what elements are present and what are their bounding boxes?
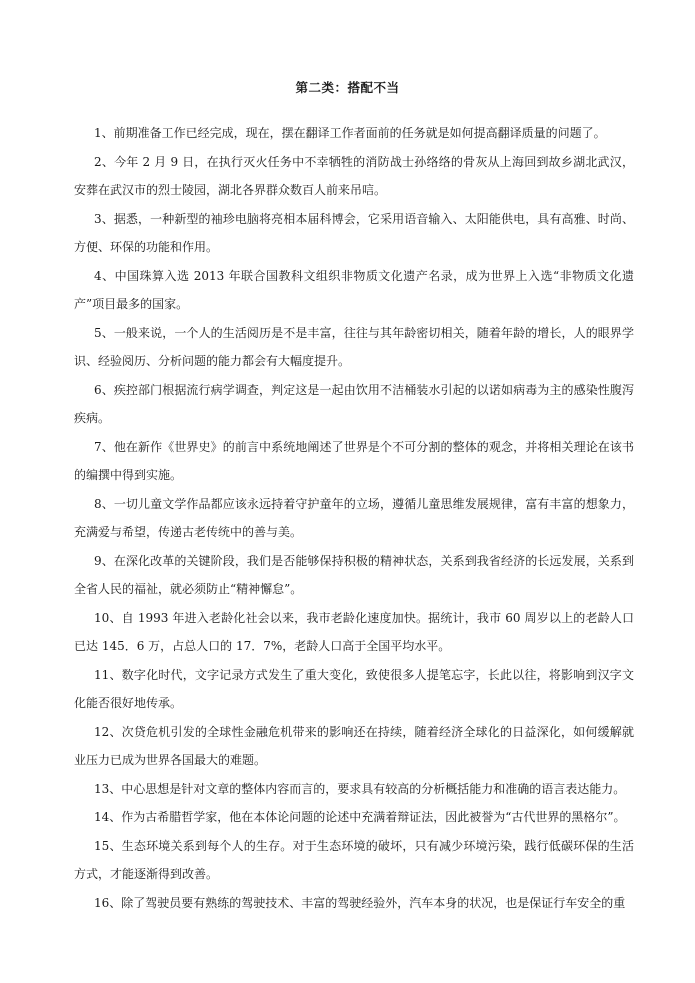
- question-item: 5、一般来说，一个人的生活阅历是不是丰富，往往与其年龄密切相关，随着年龄的增长，人的眼界学识、经验阅历、分析问题的能力都会有大幅度提升。: [74, 325, 634, 368]
- question-item: 4、中国珠算入选 2013 年联合国教科文组织非物质文化遗产名录，成为世界上入选“非物质文化遗产”项目最多的国家。: [74, 268, 634, 311]
- question-item: 2、今年 2 月 9 日，在执行灭火任务中不幸牺牲的消防战士孙络络的骨灰从上海回到故乡湖北武汉，安葬在武汉市的烈士陵园，湖北各界群众数百人前来吊唁。: [74, 154, 634, 197]
- question-item: 8、一切儿童文学作品都应该永远持着守护童年的立场，遵循儿童思维发展规律，富有丰富的想象力，充满爱与希望，传递古老传统中的善与美。: [74, 496, 634, 539]
- question-item: 15、生态环境关系到每个人的生存。对于生态环境的破坏，只有减少环境污染，践行低碳环保的生活方式，才能逐渐得到改善。: [74, 838, 634, 881]
- question-list: [74, 119, 634, 917]
- question-item: 14、作为古希腊哲学家，他在本体论问题的论述中充满着辩证法，因此被誉为“古代世界的黑格尔”。: [94, 810, 626, 824]
- question-item: 11、数字化时代，文字记录方式发生了重大变化，致使很多人提笔忘字，长此以往，将影响到汉字文化能否很好地传承。: [74, 667, 634, 710]
- question-item: 1、前期准备工作已经完成，现在，摆在翻译工作者面前的任务就是如何提高翻译质量的问题了。: [94, 126, 606, 140]
- question-item: 13、中心思想是针对文章的整体内容而言的，要求具有较高的分析概括能力和准确的语言表达能力。: [94, 781, 626, 796]
- question-item: 12、次贷危机引发的全球性金融危机带来的影响还在持续，随着经济全球化的日益深化，如何缓解就业压力已成为世界各国最大的难题。: [74, 724, 634, 767]
- question-item: 6、疾控部门根据流行病学调查，判定这是一起由饮用不洁桶装水引起的以诺如病毒为主的感染性腹泻疾病。: [74, 382, 634, 425]
- question-item: 9、在深化改革的关键阶段，我们是否能够保持积极的精神状态，关系到我省经济的长远发展，关系到全省人民的福祉，就必须防止“精神懈怠”。: [74, 553, 634, 596]
- question-item: 16、除了驾驶员要有熟练的驾驶技术、丰富的驾驶经验外，汽车本身的状况，也是保证行车安全的重: [94, 895, 626, 910]
- question-item: 7、他在新作《世界史》的前言中系统地阐述了世界是个不可分割的整体的观念，并将相关理论在该书的编撰中得到实施。: [74, 439, 634, 482]
- question-item: 10、自 1993 年进入老龄化社会以来，我市老龄化速度加快。据统计，我市 60 周岁以上的老龄人口已达 145．6 万，占总人口的 17．7%，老龄人口高于全国平均水平。: [74, 610, 634, 653]
- section-title: 第二类：搭配不当: [295, 80, 400, 95]
- question-item: 3、据悉，一种新型的袖珍电脑将亮相本届科博会，它采用语音输入、太阳能供电，具有高雅、时尚、方便、环保的功能和作用。: [74, 211, 634, 254]
